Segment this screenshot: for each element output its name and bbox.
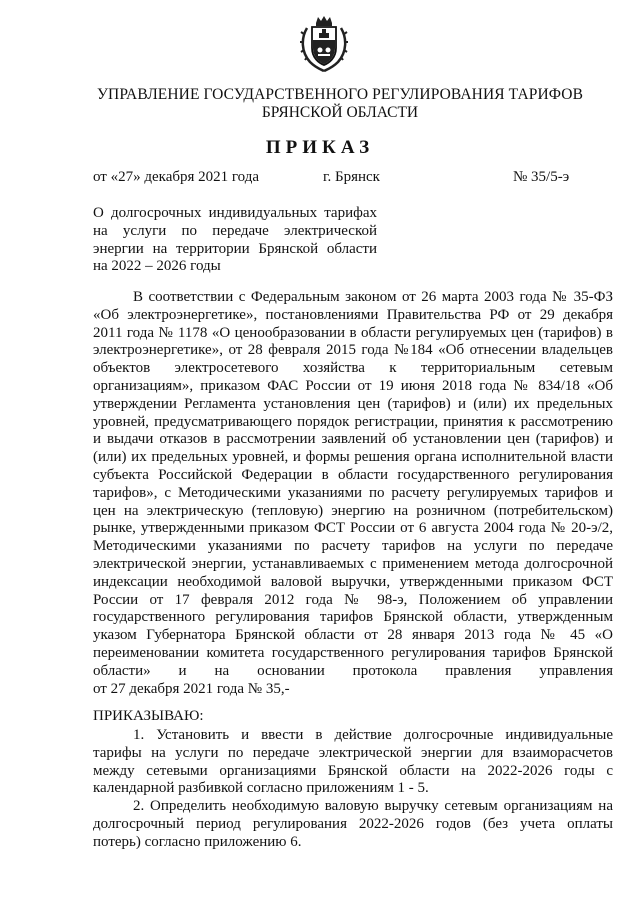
preamble-line: и выдачи отказов в рассмотрении заявлений об установлении цен (тарифов) и	[93, 431, 613, 448]
preamble-line: переименовании комитета государственного регулирования тарифов Брянской	[93, 644, 613, 661]
preamble-line: области» и на основании протокола правления управления	[93, 662, 613, 679]
item-line: между сетевыми организациями Брянской области на 2022-2026 годы с	[93, 762, 613, 779]
coat-of-arms-icon	[298, 14, 350, 72]
preamble-line: государственного регулирования тарифов Брянской области, утвержденным	[93, 609, 613, 626]
organization-region: БРЯНСКОЙ ОБЛАСТИ	[261, 104, 419, 121]
preamble-text	[93, 289, 613, 698]
subject-line: энергии на территории Брянской области	[93, 240, 377, 257]
preamble-line: Методическими указаниями по расчету тарифов на услуги по передаче	[93, 538, 613, 555]
preamble-line: индексации необходимой валовой выручки, утвержденными приказом ФСТ	[93, 573, 613, 590]
preamble-line: рынке, утвержденными приказом ФСТ России от 6 августа 2004 года № 20-э/2,	[93, 520, 613, 537]
preamble-line: объектов электросетевого хозяйства к территориальным сетевым	[93, 360, 613, 377]
item-line: 1. Установить и ввести в действие долгосрочные индивидуальные	[133, 727, 613, 743]
item-line: календарной разбивкой согласно приложениям 1 - 5.	[93, 780, 429, 797]
preamble-line: 2011 года № 1178 «О ценообразовании в области регулируемых цен (тарифов) в	[93, 324, 613, 341]
preamble-line: «Об электроэнергетике», постановлениями Правительства РФ от 29 декабря	[93, 306, 613, 323]
preamble-line: тарифов», с Методическими указаниями по расчету регулируемых тарифов и	[93, 484, 613, 501]
preamble-line: электроэнергетике», от 28 февраля 2015 года №184 «Об отнесении владельцев	[93, 342, 613, 359]
order-date: от «27» декабря 2021 года	[93, 169, 260, 185]
preamble-line: В соответствии с Федеральным законом от 26 марта 2003 года № 35-ФЗ	[133, 289, 613, 305]
subject-line: О долгосрочных индивидуальных тарифах	[93, 205, 377, 221]
preamble-line: уровней, предусматривающего порядок регистрации, принятия к рассмотрению	[93, 413, 613, 430]
preamble-line: субъекта Российской Федерации в области государственного регулирования	[93, 466, 613, 483]
preamble-line: (или) их предельных уровней, и формы решения органа исполнительной власти	[93, 449, 613, 466]
document-title: ПРИКАЗ	[265, 137, 375, 158]
preamble-line: от 27 декабря 2021 года № 35,-	[93, 680, 290, 697]
item-line: долгосрочный период регулирования 2022-2026 годов (без учета оплаты	[93, 815, 613, 832]
item-line: потерь) согласно приложению 6.	[93, 833, 302, 850]
order-items	[93, 727, 613, 852]
subject-line: на 2022 – 2026 годы	[93, 258, 221, 275]
preamble-line: электрической энергии, устанавливаемых с применением метода долгосрочной	[93, 555, 613, 572]
preamble-line: цен на электрическую (тепловую) энергию на розничном (потребительском)	[93, 502, 613, 519]
order-city: г. Брянск	[323, 169, 380, 185]
order-subject	[93, 205, 377, 276]
preamble-line: России от 17 февраля 2012 года № 98-э, Положением об управлении	[93, 591, 613, 608]
preamble-line: утверждении Регламента установления цен (тарифов) и (или) их предельных	[93, 395, 613, 412]
order-directive: ПРИКАЗЫВАЮ:	[93, 708, 204, 724]
item-line: 2. Определить необходимую валовую выручку сетевым организациям на	[133, 798, 613, 815]
organization-name: УПРАВЛЕНИЕ ГОСУДАРСТВЕННОГО РЕГУЛИРОВАНИЯ ТАРИФОВ	[96, 86, 584, 103]
preamble-line: указом Губернатора Брянской области от 28 января 2013 года № 45 «О	[93, 627, 613, 644]
order-number: № 35/5-э	[513, 169, 570, 185]
preamble-line: организациям», приказом ФАС России от 19 июня 2018 года № 834/18 «Об	[93, 377, 613, 394]
item-line: тарифы на услуги по передаче электрической энергии для взаиморасчетов	[93, 744, 613, 761]
subject-line: на услуги по передаче электрической	[93, 222, 377, 239]
